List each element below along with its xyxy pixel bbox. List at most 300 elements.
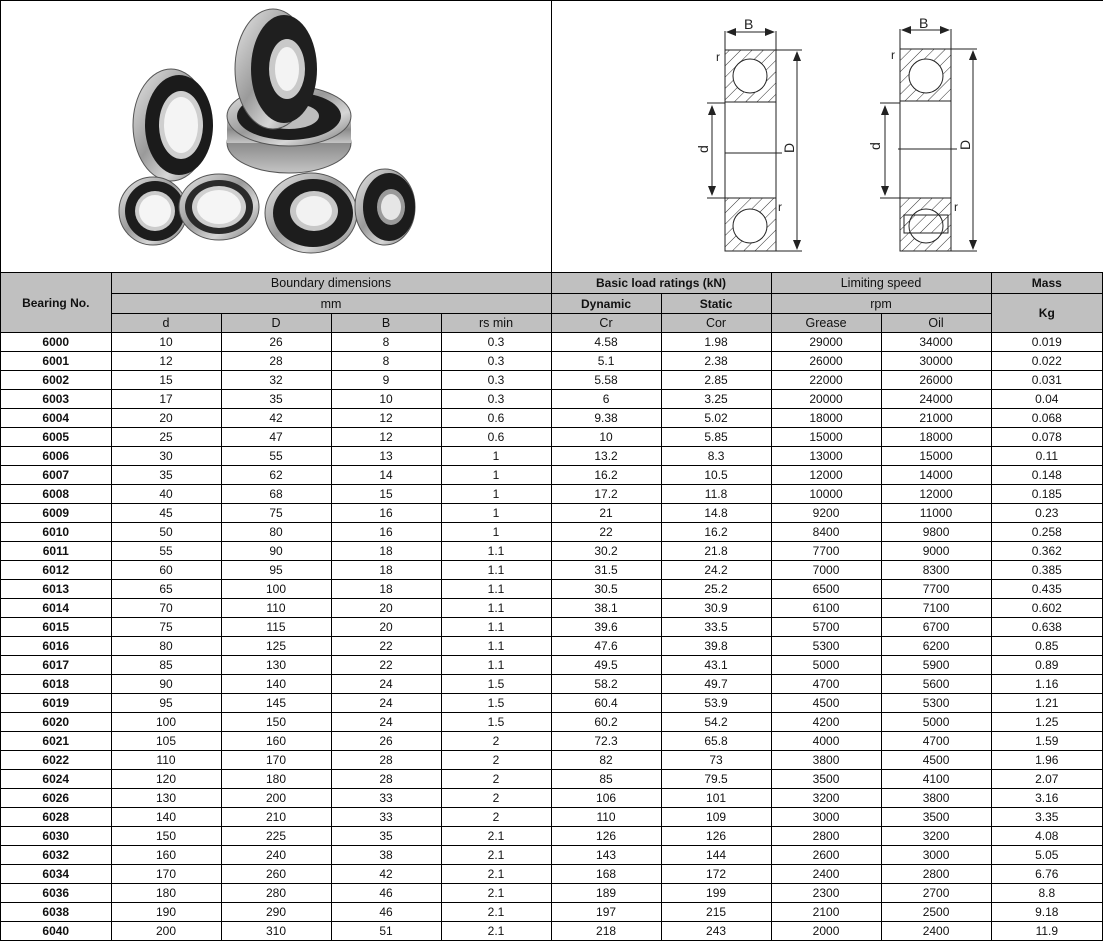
cell-cor: 5.02 bbox=[661, 409, 771, 428]
cell-bearing-no: 6019 bbox=[1, 694, 111, 713]
header-mass: Mass bbox=[991, 273, 1102, 294]
cell-grease-speed: 4700 bbox=[771, 675, 881, 694]
cell-rs-min: 2.1 bbox=[441, 827, 551, 846]
cell-outer-D: 42 bbox=[221, 409, 331, 428]
cell-mass: 0.258 bbox=[991, 523, 1102, 542]
cell-grease-speed: 2300 bbox=[771, 884, 881, 903]
cell-width-B: 22 bbox=[331, 637, 441, 656]
cell-cor: 43.1 bbox=[661, 656, 771, 675]
cell-bore-d: 35 bbox=[111, 466, 221, 485]
cell-cr: 9.38 bbox=[551, 409, 661, 428]
cell-cor: 126 bbox=[661, 827, 771, 846]
cell-cr: 39.6 bbox=[551, 618, 661, 637]
cell-grease-speed: 4000 bbox=[771, 732, 881, 751]
cell-cr: 17.2 bbox=[551, 485, 661, 504]
cell-bore-d: 12 bbox=[111, 352, 221, 371]
cell-bearing-no: 6008 bbox=[1, 485, 111, 504]
table-row bbox=[1, 485, 1102, 504]
header-images bbox=[1, 1, 1102, 273]
cell-oil-speed: 14000 bbox=[881, 466, 991, 485]
cell-width-B: 16 bbox=[331, 523, 441, 542]
cell-bearing-no: 6034 bbox=[1, 865, 111, 884]
cell-rs-min: 0.6 bbox=[441, 428, 551, 447]
header-dynamic: Dynamic bbox=[551, 294, 661, 314]
cell-mass: 1.16 bbox=[991, 675, 1102, 694]
cell-rs-min: 2.1 bbox=[441, 865, 551, 884]
cell-grease-speed: 29000 bbox=[771, 333, 881, 352]
cell-rs-min: 0.3 bbox=[441, 371, 551, 390]
cell-cor: 24.2 bbox=[661, 561, 771, 580]
cell-width-B: 20 bbox=[331, 618, 441, 637]
cell-width-B: 20 bbox=[331, 599, 441, 618]
cell-width-B: 24 bbox=[331, 713, 441, 732]
cell-rs-min: 1.1 bbox=[441, 580, 551, 599]
table-row bbox=[1, 523, 1102, 542]
cell-grease-speed: 12000 bbox=[771, 466, 881, 485]
cell-bore-d: 140 bbox=[111, 808, 221, 827]
cell-width-B: 24 bbox=[331, 694, 441, 713]
label-B-right: B bbox=[919, 15, 929, 31]
cell-mass: 0.362 bbox=[991, 542, 1102, 561]
bearing-photo bbox=[1, 1, 552, 272]
cell-grease-speed: 26000 bbox=[771, 352, 881, 371]
svg-text:D: D bbox=[781, 142, 797, 153]
cell-cor: 1.98 bbox=[661, 333, 771, 352]
cell-width-B: 18 bbox=[331, 580, 441, 599]
cell-width-B: 24 bbox=[331, 675, 441, 694]
cell-rs-min: 1 bbox=[441, 504, 551, 523]
cell-outer-D: 145 bbox=[221, 694, 331, 713]
cell-bearing-no: 6036 bbox=[1, 884, 111, 903]
cell-mass: 0.435 bbox=[991, 580, 1102, 599]
cell-cr: 10 bbox=[551, 428, 661, 447]
cell-mass: 1.25 bbox=[991, 713, 1102, 732]
cell-grease-speed: 2000 bbox=[771, 922, 881, 941]
cell-rs-min: 1 bbox=[441, 466, 551, 485]
cell-mass: 11.9 bbox=[991, 922, 1102, 941]
cell-outer-D: 180 bbox=[221, 770, 331, 789]
cell-cr: 72.3 bbox=[551, 732, 661, 751]
cell-grease-speed: 3200 bbox=[771, 789, 881, 808]
cell-mass: 0.031 bbox=[991, 371, 1102, 390]
cell-bearing-no: 6007 bbox=[1, 466, 111, 485]
bearings-photo-illustration bbox=[1, 1, 551, 272]
cell-bearing-no: 6032 bbox=[1, 846, 111, 865]
cell-outer-D: 110 bbox=[221, 599, 331, 618]
header-speed-unit: rpm bbox=[771, 294, 991, 314]
cell-cor: 54.2 bbox=[661, 713, 771, 732]
table-row bbox=[1, 903, 1102, 922]
cell-rs-min: 2 bbox=[441, 770, 551, 789]
cell-rs-min: 1.1 bbox=[441, 561, 551, 580]
cell-width-B: 33 bbox=[331, 789, 441, 808]
cell-outer-D: 100 bbox=[221, 580, 331, 599]
cell-cor: 39.8 bbox=[661, 637, 771, 656]
cell-bearing-no: 6021 bbox=[1, 732, 111, 751]
cell-oil-speed: 3800 bbox=[881, 789, 991, 808]
header-boundary-dimensions: Boundary dimensions bbox=[111, 273, 551, 294]
cell-cr: 47.6 bbox=[551, 637, 661, 656]
cell-grease-speed: 4500 bbox=[771, 694, 881, 713]
cell-cr: 6 bbox=[551, 390, 661, 409]
table-row bbox=[1, 694, 1102, 713]
cell-outer-D: 55 bbox=[221, 447, 331, 466]
cell-bore-d: 160 bbox=[111, 846, 221, 865]
cell-outer-D: 260 bbox=[221, 865, 331, 884]
cell-cor: 8.3 bbox=[661, 447, 771, 466]
cell-oil-speed: 11000 bbox=[881, 504, 991, 523]
cell-outer-D: 28 bbox=[221, 352, 331, 371]
cell-rs-min: 1.1 bbox=[441, 637, 551, 656]
header-basic-load-ratings: Basic load ratings (kN) bbox=[551, 273, 771, 294]
cell-outer-D: 75 bbox=[221, 504, 331, 523]
cell-width-B: 28 bbox=[331, 770, 441, 789]
cell-cor: 10.5 bbox=[661, 466, 771, 485]
cell-bore-d: 10 bbox=[111, 333, 221, 352]
cell-width-B: 13 bbox=[331, 447, 441, 466]
cell-mass: 0.638 bbox=[991, 618, 1102, 637]
table-row bbox=[1, 865, 1102, 884]
cell-cr: 49.5 bbox=[551, 656, 661, 675]
cell-cr: 30.2 bbox=[551, 542, 661, 561]
cell-oil-speed: 7700 bbox=[881, 580, 991, 599]
cell-grease-speed: 13000 bbox=[771, 447, 881, 466]
cell-cr: 168 bbox=[551, 865, 661, 884]
svg-text:d: d bbox=[695, 145, 711, 153]
cell-bearing-no: 6012 bbox=[1, 561, 111, 580]
cell-cr: 189 bbox=[551, 884, 661, 903]
cell-mass: 0.019 bbox=[991, 333, 1102, 352]
table-row bbox=[1, 428, 1102, 447]
cell-cor: 65.8 bbox=[661, 732, 771, 751]
cell-cor: 11.8 bbox=[661, 485, 771, 504]
cell-rs-min: 2.1 bbox=[441, 922, 551, 941]
cell-outer-D: 62 bbox=[221, 466, 331, 485]
svg-text:D: D bbox=[957, 139, 973, 150]
cell-grease-speed: 7000 bbox=[771, 561, 881, 580]
cell-rs-min: 1 bbox=[441, 485, 551, 504]
table-row bbox=[1, 352, 1102, 371]
cell-mass: 0.89 bbox=[991, 656, 1102, 675]
cell-bore-d: 110 bbox=[111, 751, 221, 770]
cell-bore-d: 95 bbox=[111, 694, 221, 713]
cell-rs-min: 1.1 bbox=[441, 656, 551, 675]
cell-width-B: 15 bbox=[331, 485, 441, 504]
cell-grease-speed: 2400 bbox=[771, 865, 881, 884]
cell-cor: 73 bbox=[661, 751, 771, 770]
header-cr: Cr bbox=[551, 314, 661, 333]
table-body bbox=[1, 333, 1102, 941]
cell-cr: 13.2 bbox=[551, 447, 661, 466]
cell-outer-D: 310 bbox=[221, 922, 331, 941]
cell-bearing-no: 6010 bbox=[1, 523, 111, 542]
header-rs-min: rs min bbox=[441, 314, 551, 333]
cell-rs-min: 1.1 bbox=[441, 599, 551, 618]
cell-width-B: 9 bbox=[331, 371, 441, 390]
cell-bearing-no: 6004 bbox=[1, 409, 111, 428]
cell-outer-D: 47 bbox=[221, 428, 331, 447]
header-cor: Cor bbox=[661, 314, 771, 333]
cell-cr: 58.2 bbox=[551, 675, 661, 694]
cell-grease-speed: 2800 bbox=[771, 827, 881, 846]
cell-mass: 4.08 bbox=[991, 827, 1102, 846]
cell-grease-speed: 15000 bbox=[771, 428, 881, 447]
cell-bore-d: 190 bbox=[111, 903, 221, 922]
table-row bbox=[1, 371, 1102, 390]
svg-text:r: r bbox=[954, 200, 958, 214]
cell-bore-d: 105 bbox=[111, 732, 221, 751]
cell-rs-min: 0.6 bbox=[441, 409, 551, 428]
header-limiting-speed: Limiting speed bbox=[771, 273, 991, 294]
header-d: d bbox=[111, 314, 221, 333]
cell-cor: 172 bbox=[661, 865, 771, 884]
cell-rs-min: 2.1 bbox=[441, 846, 551, 865]
cell-bore-d: 17 bbox=[111, 390, 221, 409]
cell-mass: 3.16 bbox=[991, 789, 1102, 808]
header-grease: Grease bbox=[771, 314, 881, 333]
cell-grease-speed: 7700 bbox=[771, 542, 881, 561]
header-D: D bbox=[221, 314, 331, 333]
cell-bore-d: 200 bbox=[111, 922, 221, 941]
cell-bore-d: 25 bbox=[111, 428, 221, 447]
cell-oil-speed: 8300 bbox=[881, 561, 991, 580]
cell-mass: 0.23 bbox=[991, 504, 1102, 523]
cell-bearing-no: 6015 bbox=[1, 618, 111, 637]
cell-width-B: 28 bbox=[331, 751, 441, 770]
cell-oil-speed: 5300 bbox=[881, 694, 991, 713]
cell-width-B: 16 bbox=[331, 504, 441, 523]
cell-bore-d: 20 bbox=[111, 409, 221, 428]
cell-cor: 215 bbox=[661, 903, 771, 922]
cell-width-B: 33 bbox=[331, 808, 441, 827]
cell-bearing-no: 6003 bbox=[1, 390, 111, 409]
cell-mass: 0.385 bbox=[991, 561, 1102, 580]
cell-cor: 21.8 bbox=[661, 542, 771, 561]
header-mass-unit: Kg bbox=[991, 294, 1102, 333]
cell-bore-d: 120 bbox=[111, 770, 221, 789]
cell-cr: 31.5 bbox=[551, 561, 661, 580]
cell-bearing-no: 6026 bbox=[1, 789, 111, 808]
cell-outer-D: 125 bbox=[221, 637, 331, 656]
table-row bbox=[1, 637, 1102, 656]
cell-oil-speed: 6700 bbox=[881, 618, 991, 637]
table-row bbox=[1, 618, 1102, 637]
cell-rs-min: 0.3 bbox=[441, 352, 551, 371]
cell-width-B: 8 bbox=[331, 333, 441, 352]
cell-mass: 1.21 bbox=[991, 694, 1102, 713]
cell-oil-speed: 2800 bbox=[881, 865, 991, 884]
cell-rs-min: 1.1 bbox=[441, 618, 551, 637]
table-row bbox=[1, 447, 1102, 466]
cell-cor: 2.38 bbox=[661, 352, 771, 371]
cell-bearing-no: 6016 bbox=[1, 637, 111, 656]
cell-oil-speed: 9000 bbox=[881, 542, 991, 561]
cell-cor: 49.7 bbox=[661, 675, 771, 694]
table-row bbox=[1, 827, 1102, 846]
cell-bore-d: 40 bbox=[111, 485, 221, 504]
cell-rs-min: 2 bbox=[441, 808, 551, 827]
cell-cor: 14.8 bbox=[661, 504, 771, 523]
cell-outer-D: 130 bbox=[221, 656, 331, 675]
cell-bearing-no: 6000 bbox=[1, 333, 111, 352]
cell-cr: 22 bbox=[551, 523, 661, 542]
cell-grease-speed: 3500 bbox=[771, 770, 881, 789]
cell-mass: 9.18 bbox=[991, 903, 1102, 922]
cell-outer-D: 210 bbox=[221, 808, 331, 827]
cell-oil-speed: 15000 bbox=[881, 447, 991, 466]
svg-text:r: r bbox=[778, 200, 782, 214]
table-row bbox=[1, 808, 1102, 827]
cell-cor: 53.9 bbox=[661, 694, 771, 713]
cell-grease-speed: 5300 bbox=[771, 637, 881, 656]
cell-cr: 85 bbox=[551, 770, 661, 789]
cell-mass: 0.022 bbox=[991, 352, 1102, 371]
cell-width-B: 46 bbox=[331, 903, 441, 922]
table-row bbox=[1, 409, 1102, 428]
cell-outer-D: 115 bbox=[221, 618, 331, 637]
cell-oil-speed: 4500 bbox=[881, 751, 991, 770]
cell-cr: 60.4 bbox=[551, 694, 661, 713]
cell-width-B: 46 bbox=[331, 884, 441, 903]
cell-grease-speed: 2100 bbox=[771, 903, 881, 922]
cell-width-B: 22 bbox=[331, 656, 441, 675]
cell-oil-speed: 2700 bbox=[881, 884, 991, 903]
cell-width-B: 10 bbox=[331, 390, 441, 409]
dimension-diagram bbox=[552, 1, 1103, 272]
cell-oil-speed: 12000 bbox=[881, 485, 991, 504]
cell-cr: 126 bbox=[551, 827, 661, 846]
cell-mass: 1.96 bbox=[991, 751, 1102, 770]
cell-grease-speed: 4200 bbox=[771, 713, 881, 732]
cell-bearing-no: 6030 bbox=[1, 827, 111, 846]
cell-bearing-no: 6038 bbox=[1, 903, 111, 922]
cell-outer-D: 290 bbox=[221, 903, 331, 922]
cell-bore-d: 150 bbox=[111, 827, 221, 846]
cell-oil-speed: 4700 bbox=[881, 732, 991, 751]
cell-bore-d: 100 bbox=[111, 713, 221, 732]
cell-bearing-no: 6009 bbox=[1, 504, 111, 523]
cell-oil-speed: 5900 bbox=[881, 656, 991, 675]
cell-outer-D: 140 bbox=[221, 675, 331, 694]
cell-cor: 101 bbox=[661, 789, 771, 808]
cell-width-B: 35 bbox=[331, 827, 441, 846]
cell-oil-speed: 5000 bbox=[881, 713, 991, 732]
cell-mass: 0.148 bbox=[991, 466, 1102, 485]
cell-rs-min: 2.1 bbox=[441, 884, 551, 903]
cell-rs-min: 2.1 bbox=[441, 903, 551, 922]
cell-oil-speed: 4100 bbox=[881, 770, 991, 789]
cell-oil-speed: 2500 bbox=[881, 903, 991, 922]
cell-rs-min: 1 bbox=[441, 523, 551, 542]
cell-bearing-no: 6020 bbox=[1, 713, 111, 732]
bearing-cross-section-diagram bbox=[552, 1, 1103, 272]
cell-mass: 8.8 bbox=[991, 884, 1102, 903]
cell-mass: 0.078 bbox=[991, 428, 1102, 447]
cell-bore-d: 80 bbox=[111, 637, 221, 656]
cell-oil-speed: 2400 bbox=[881, 922, 991, 941]
cell-rs-min: 2 bbox=[441, 789, 551, 808]
cell-mass: 0.85 bbox=[991, 637, 1102, 656]
cell-cr: 4.58 bbox=[551, 333, 661, 352]
cell-oil-speed: 30000 bbox=[881, 352, 991, 371]
cell-rs-min: 1.5 bbox=[441, 713, 551, 732]
table-row bbox=[1, 751, 1102, 770]
cell-cor: 5.85 bbox=[661, 428, 771, 447]
cell-bearing-no: 6014 bbox=[1, 599, 111, 618]
cell-width-B: 26 bbox=[331, 732, 441, 751]
cell-outer-D: 160 bbox=[221, 732, 331, 751]
cell-width-B: 8 bbox=[331, 352, 441, 371]
cell-width-B: 51 bbox=[331, 922, 441, 941]
svg-text:d: d bbox=[867, 142, 883, 150]
cell-outer-D: 95 bbox=[221, 561, 331, 580]
cell-rs-min: 0.3 bbox=[441, 333, 551, 352]
cell-cr: 5.58 bbox=[551, 371, 661, 390]
cell-cr: 197 bbox=[551, 903, 661, 922]
cell-oil-speed: 24000 bbox=[881, 390, 991, 409]
header-oil: Oil bbox=[881, 314, 991, 333]
cell-outer-D: 225 bbox=[221, 827, 331, 846]
table-row bbox=[1, 675, 1102, 694]
table-row bbox=[1, 599, 1102, 618]
svg-text:r: r bbox=[716, 50, 720, 64]
cell-bearing-no: 6022 bbox=[1, 751, 111, 770]
cell-oil-speed: 34000 bbox=[881, 333, 991, 352]
cell-oil-speed: 6200 bbox=[881, 637, 991, 656]
cell-rs-min: 2 bbox=[441, 732, 551, 751]
cell-bore-d: 45 bbox=[111, 504, 221, 523]
cell-cor: 243 bbox=[661, 922, 771, 941]
cell-outer-D: 150 bbox=[221, 713, 331, 732]
cell-cor: 199 bbox=[661, 884, 771, 903]
table-row bbox=[1, 922, 1102, 941]
cell-grease-speed: 5000 bbox=[771, 656, 881, 675]
cell-cr: 16.2 bbox=[551, 466, 661, 485]
table-row bbox=[1, 504, 1102, 523]
cell-cor: 79.5 bbox=[661, 770, 771, 789]
cell-mass: 0.11 bbox=[991, 447, 1102, 466]
cell-bore-d: 70 bbox=[111, 599, 221, 618]
cell-bearing-no: 6017 bbox=[1, 656, 111, 675]
cell-cor: 109 bbox=[661, 808, 771, 827]
cell-outer-D: 35 bbox=[221, 390, 331, 409]
cell-cr: 82 bbox=[551, 751, 661, 770]
cell-mass: 0.602 bbox=[991, 599, 1102, 618]
table-row bbox=[1, 542, 1102, 561]
cell-bearing-no: 6006 bbox=[1, 447, 111, 466]
cell-grease-speed: 22000 bbox=[771, 371, 881, 390]
cell-outer-D: 68 bbox=[221, 485, 331, 504]
cell-width-B: 18 bbox=[331, 542, 441, 561]
cell-bore-d: 65 bbox=[111, 580, 221, 599]
cell-cr: 30.5 bbox=[551, 580, 661, 599]
cell-grease-speed: 9200 bbox=[771, 504, 881, 523]
cell-cr: 5.1 bbox=[551, 352, 661, 371]
cell-bearing-no: 6013 bbox=[1, 580, 111, 599]
cell-bearing-no: 6018 bbox=[1, 675, 111, 694]
cell-bearing-no: 6005 bbox=[1, 428, 111, 447]
cell-bore-d: 170 bbox=[111, 865, 221, 884]
cell-bearing-no: 6024 bbox=[1, 770, 111, 789]
table-row bbox=[1, 846, 1102, 865]
table-row bbox=[1, 656, 1102, 675]
cell-grease-speed: 3800 bbox=[771, 751, 881, 770]
table-row bbox=[1, 466, 1102, 485]
cell-mass: 0.185 bbox=[991, 485, 1102, 504]
cell-bore-d: 15 bbox=[111, 371, 221, 390]
header-boundary-unit: mm bbox=[111, 294, 551, 314]
cell-rs-min: 1.5 bbox=[441, 694, 551, 713]
